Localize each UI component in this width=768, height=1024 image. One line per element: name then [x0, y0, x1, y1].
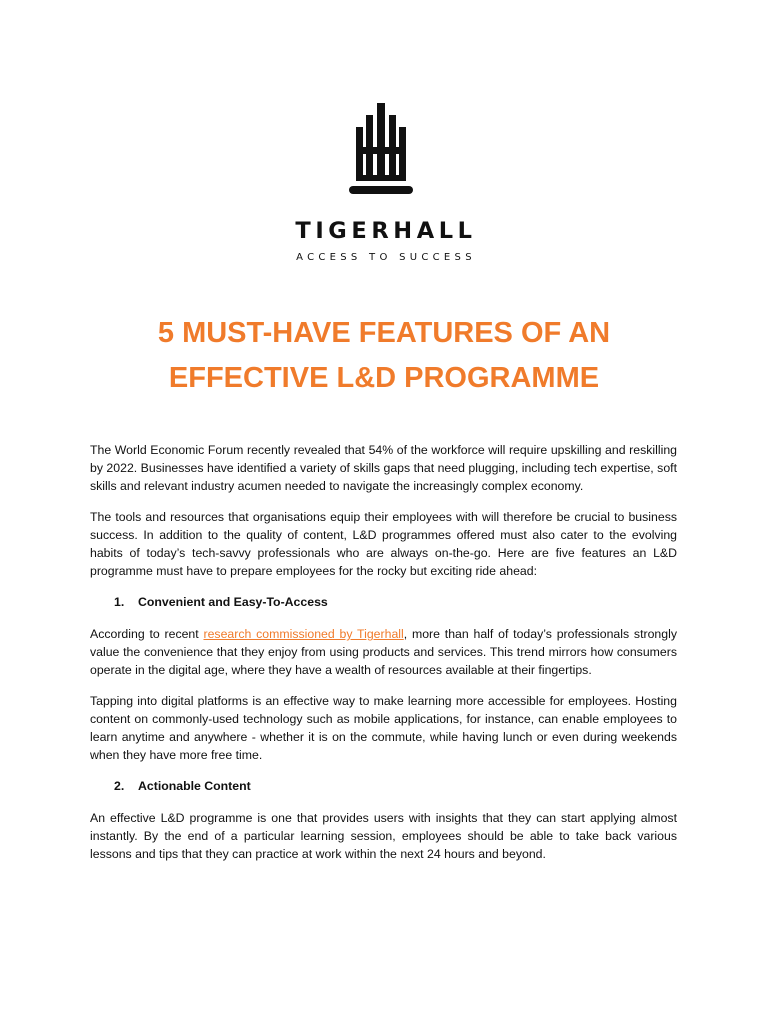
brand-wordmark: TIGERHALL — [295, 218, 477, 244]
section-1-title: Convenient and Easy-To-Access — [138, 595, 328, 609]
section-2-title: Actionable Content — [138, 779, 251, 793]
section-2-heading — [90, 777, 677, 795]
brand-tagline: ACCESS TO SUCCESS — [296, 252, 476, 263]
section-2-paragraph-1: An effective L&D programme is one that provides users with insights that they can start applying almost instantly. By the end of a particular learning session, employees should be able to take back various lessons and tips that they can practice at work within the next 24 hours and beyond. — [90, 811, 677, 861]
section-1-p1-rest: , more than half of today’s professionals strongly value the convenience that they enjoy from using products and services. This trend mirrors how consumers operate in the digital age, where they have a wealth of resources available at their fingertips. — [90, 627, 677, 677]
section-2-number: 2. — [114, 779, 125, 793]
section-1-paragraph-2: Tapping into digital platforms is an effective way to make learning more accessible for employees. Hosting content on commonly-used technology such as mobile applications, for instance, can enable employees to learn anytime and anywhere - whether it is on the commute, while having lunch or even during weekends when they have more free time. — [90, 694, 677, 762]
document-title-line-1: 5 MUST-HAVE FEATURES OF AN — [157, 317, 611, 349]
research-link[interactable]: research commissioned by Tigerhall — [203, 627, 404, 641]
document-title — [0, 311, 768, 401]
intro-paragraph: The World Economic Forum recently revealed that 54% of the workforce will require upskilling and reskilling by 2022. Businesses have identified a variety of skills gaps that need plugging, including tech expertise, soft skills and relevant industry acumen needed to navigate the increasingly complex economy. — [90, 443, 677, 493]
document-body — [90, 441, 677, 876]
tigerhall-mark-icon — [347, 103, 415, 197]
section-1-paragraph-1 — [90, 625, 677, 679]
tools-paragraph: The tools and resources that organisations equip their employees with will therefore be crucial to business success. In addition to the quality of content, L&D programmes offered must also cater to the evolving habits of today’s tech-savvy professionals who are always on-the-go. Here are five features an L&D programme must have to prepare employees for the rocky but exciting ride ahead: — [90, 510, 677, 578]
section-1-p1-lead: According to recent — [90, 627, 204, 641]
section-1-number: 1. — [114, 595, 125, 609]
section-1-heading — [90, 593, 677, 611]
document-title-line-2: EFFECTIVE L&D PROGRAMME — [168, 362, 600, 394]
